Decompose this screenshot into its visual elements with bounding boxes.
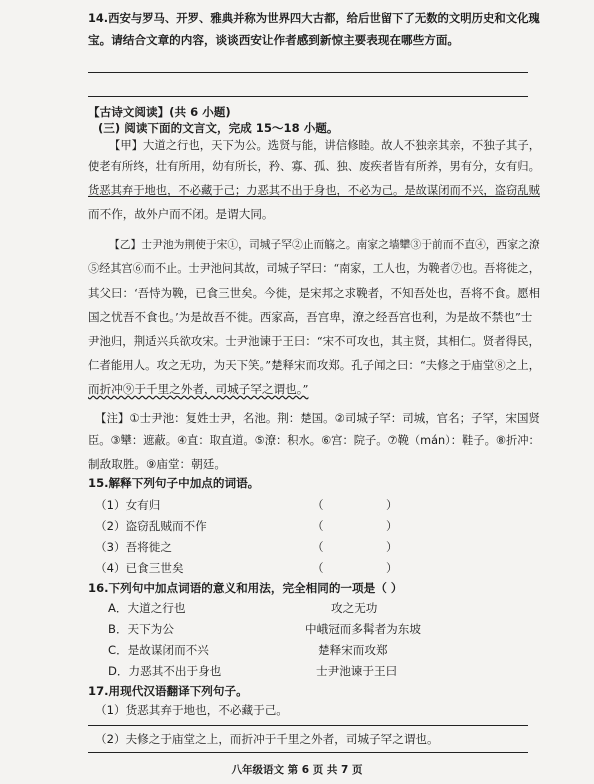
jia-line-2: 使老有所终，壮有所用，幼有所长，矜、寡、孤、独、废疾者皆有所养，男有分，女有归。: [88, 160, 540, 173]
q15-answer-open: （: [312, 561, 324, 575]
q16-stem: 16.下列句中加点词语的意义和用法，完全相同的一项是（ ）: [88, 581, 403, 595]
q15-item-4: （4）已食三世矣: [95, 561, 184, 575]
q15-answer-open: （: [312, 540, 324, 554]
yi-underlined-sentence: 而折冲⑨于千里之外者，司城子罕之谓也。”: [88, 382, 309, 396]
q17-sentence-1: （1）货恶其弃于地也，不必藏于己。: [95, 703, 288, 717]
q15-answer-close: ）: [386, 540, 398, 554]
q16-option-b-left: B．天下为公: [108, 622, 174, 636]
q15-item-2: （2）盗窃乱贼而不作: [95, 519, 207, 533]
q15-stem: 15.解释下列句子中加点的词语。: [88, 476, 260, 490]
yi-line-2: ⑤经其宫⑥而不止。士尹池问其故，司城子罕曰：“南家，工人也，为鞔者⑦也。吾将徙之，: [88, 262, 540, 275]
notes-line-1: 【注】①士尹池：复姓士尹，名池。荆：楚国。②司城子罕：司城，官名；子罕，宋国贤: [95, 411, 540, 425]
q14-line-2: 宝。请结合文章的内容，谈谈西安让作者感到新惊主要表现在哪些方面。: [88, 33, 460, 47]
notes-line-3: 制敌取胜。⑨庙堂：朝廷。: [88, 457, 226, 471]
section-subheading: (三) 阅读下面的文言文，完成 15～18 小题。: [98, 121, 339, 135]
answer-line: [88, 725, 528, 726]
q17-sentence-2: （2）夫修之于庙堂之上，而折冲于千里之外者，司城子罕之谓也。: [95, 732, 439, 746]
q16-option-a-left: A．大道之行也: [108, 601, 186, 615]
yi-line-7: [88, 381, 308, 397]
q14-line-1: 14.西安与罗马、开罗、雅典并称为世界四大古都，给后世留下了无数的文明历史和文化瑰: [88, 11, 540, 25]
q16-option-b-right: 中峨冠而多髯者为东坡: [305, 622, 421, 636]
jia-line-1: 【甲】大道之行也，天下为公。选贤与能，讲信修睦。故人不独亲其亲，不独子其子，: [109, 138, 541, 152]
answer-line: [88, 72, 528, 73]
answer-line: [88, 752, 528, 753]
q16-option-d-right: 士尹池谏于王曰: [316, 664, 398, 678]
page-footer: 八年级语文 第 6 页 共 7 页: [231, 764, 363, 776]
q17-stem: 17.用现代汉语翻译下列句子。: [88, 684, 248, 698]
q15-answer-open: （: [312, 519, 324, 533]
yi-line-1: 【乙】士尹池为荆使于宋①，司城子罕②止而觞之。南家之墙犫③于前而不直④，西家之潦: [109, 238, 540, 251]
jia-line-3: [88, 183, 540, 199]
answer-line: [88, 96, 528, 97]
yi-line-5: 尹池归，荆适兴兵欲攻宋。士尹池谏于王曰：“宋不可攻也，其主贤，其相仁。贤者得民，: [88, 334, 540, 348]
yi-line-6: 仁者能用人。攻之无功，为天下笑。”楚释宋而攻郑。孔子闻之曰：“夫修之于庙堂⑧之上，: [88, 358, 541, 372]
jia-line-4: 而不作，故外户而不闭。是谓大同。: [88, 207, 274, 221]
q15-item-3: （3）吾将徙之: [95, 540, 172, 554]
q16-option-a-right: 攻之无功: [331, 601, 378, 615]
q15-answer-close: ）: [386, 498, 398, 512]
jia-underlined-sentence: 货恶其弃于地也，不必藏于己；力恶其不出于身也，不必为己。是故谋闭而不兴，盗窃乱贼: [88, 184, 540, 197]
q16-option-c-left: C．是故谋闭而不兴: [108, 643, 209, 657]
notes-line-2: 臣。③犫：遮蔽。④直：取直道。⑤潦：积水。⑥宫：院子。⑦鞔（mán）：鞋子。⑧折冲：: [88, 434, 540, 447]
yi-line-4: 国之忧吾不食也。’为是故吾不徙。西家高，吾宫卑，潦之经吾宫也利，为是故不禁也”士: [88, 310, 533, 324]
q16-option-c-right: 楚释宋而攻郑: [318, 643, 388, 657]
q16-option-d-left: D．力恶其不出于身也: [108, 664, 222, 678]
yi-line-3: 其父曰：‘吾恃为鞔，已食三世矣。今徙，是宋邦之求鞔者，不知吾处也，吾将不食。愿相: [88, 286, 541, 300]
q15-answer-open: （: [312, 498, 324, 512]
q15-item-1: （1）女有归: [95, 498, 161, 512]
section-heading: 【古诗文阅读】(共 6 小题): [88, 105, 231, 119]
q15-answer-close: ）: [386, 519, 398, 533]
q15-answer-close: ）: [386, 561, 398, 575]
